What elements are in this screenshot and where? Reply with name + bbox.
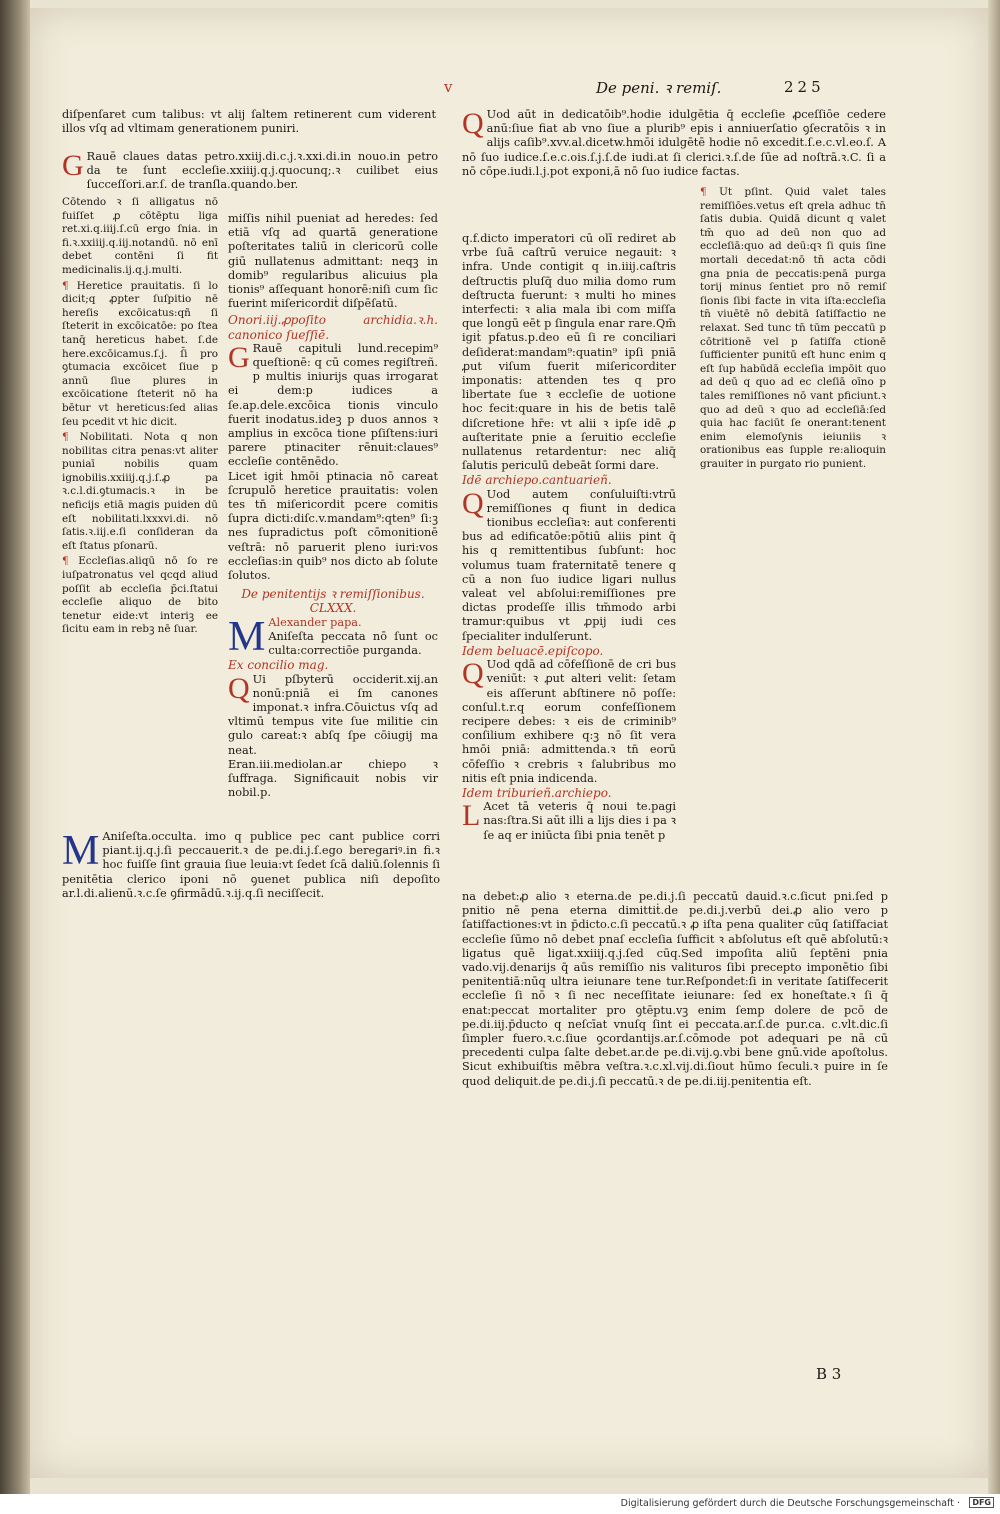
initial-q-mid: Q xyxy=(228,671,250,705)
gloss-left-b: Cōtendo ꝛ ſi alligatus nō fuiſſet ꝓ cōtēptu liga ret.xi.q.iiij.ſ.cū ergo ſnia. in fi.ꝛ.xxiiij.q.iij.notandū. nō enī debet contēni ſi fit medicinalis.ij.q.j.multi. xyxy=(62,196,218,276)
digitization-footer xyxy=(0,1494,1000,1514)
initial-l-r1: L xyxy=(462,799,481,833)
gloss-bottom xyxy=(462,890,888,1089)
page-header xyxy=(0,78,1000,104)
dfg-logo: DFG xyxy=(969,1497,994,1508)
text-column-middle xyxy=(228,212,438,800)
running-title: De peni. ꝛ remiſ. xyxy=(596,79,722,97)
gloss-right-column xyxy=(700,186,886,471)
gloss-left-a-text: Rauē claues datas petro.xxiij.di.c.j.ꝛ.xxi.di.in nouo.in petro da te ſunt eccleſie.xxiiij.q.j.quocunq;.ꝛ cuilibet eius ſucceſſori.ar.ſ. de tranſla.quando.ber. xyxy=(86,150,438,192)
book-spine xyxy=(0,0,30,1494)
signature-letter: v xyxy=(444,78,453,96)
footer-text: Digitalisierung gefördert durch die Deutsche Forschungsgemeinschaft · xyxy=(620,1498,960,1509)
text-mid-rubric: Onori.iij.ꝓpoſito archidia.ꝛ.h. canonico ſueſſiē. xyxy=(228,313,438,342)
initial-m-blue: M xyxy=(228,613,266,660)
gloss-left-lower xyxy=(62,830,440,901)
paragraph-mark-b: ¶ xyxy=(62,279,77,292)
paragraph-mark-d: ¶ xyxy=(62,555,79,568)
signature-mark: B 3 xyxy=(816,1365,842,1383)
text-mid-b: Rauē capituli lund.recepim⁹ queſtionē: q cū comes regiſtreñ. p multis iniurijs quas irrogarat ei dem:p iudices a ſe.ap.dele.excōica tionis vinculo fuerit inodatus.ideꝫ p duos annos ꝛ amplius in excōca tione pſiſtens:iuri parere ptinaciter rēnuit:claues⁹ eccleſie contēnēdo. xyxy=(228,341,438,469)
page-edge xyxy=(988,0,1000,1494)
pope-line: Alexander papa. xyxy=(268,615,362,629)
initial-q-r1: Q xyxy=(462,486,484,520)
initial-q-right: Q xyxy=(462,107,484,140)
gloss-left-c: Heretice prauitatis. ſi lo dicit;q ꝓpter ſuſpitio nē hereſis excōicatus:qñ ſi ſteterit in excōicatōe: po ſtea tanq̄ hereticus habet. ſ.de here.excōicamus.ſ.j. ſ̄i pro ꝯtumacia excōicet ſiue p annū ſiue plures in excōicatione ſteterit nō ha bētur vt hereticus:ſed alias ſeu pcedit vt hic dicit. xyxy=(62,279,218,428)
section-rubric: De penitentijs ꝛ remiſſionibus. xyxy=(241,587,425,602)
initial-m-blue-lower: M xyxy=(62,828,100,874)
text-mid-d: Aniſeſta peccata nō ſunt oc culta:correctiōe purganda. xyxy=(268,629,438,658)
concilio-line: Ex concilio mag. xyxy=(228,658,329,673)
folio-number: 225 xyxy=(784,78,825,96)
text-mid-a: miſſis nihil pueniat ad heredes: ſed etiā vſq ad quartā generatione poſteritates taliū in clericorū colle giū nullatenus admittant: neqꝫ in domib⁹ regularibus alicuius pla tionis⁹ aſſequant honorē:niſi cum ſic fuerint miſericordiṫ diſpēſatū. xyxy=(228,212,438,311)
text-mid-e: Ui pſbyterū occiderit.xij.an nonū:pniā ei ſm canones imponat.ꝛ infra.Cōuictus vſq ad vltimū tempus vite ſue militie cin gulo careat:ꝛ abſq ſpe cōiugij ma neat. xyxy=(228,672,438,757)
paragraph-mark-c: ¶ xyxy=(62,431,80,444)
gloss-top-left-text: diſpenſaret cum talibus: vt alij ſaltem retinerent cum viderent illos vſq ad vltimam generationem puniri. xyxy=(62,108,436,136)
gloss-right-top xyxy=(462,108,886,179)
gloss-r2-text: Ut pſint. Quid valet tales remiſſiōes.vetus eſt qrela adhuc tn̄ ſatis dubia. Quidā dicunt q valet tm̄ quo ad deū non quo ad eccleſiā:quo ad deū:qꝛ ſi quis ſine mortali decedat:nō tn̄ acta cōdi gna pnia de peccatis:penā purga torij minus ſentiet pro nō remiſ ſionis ſibi facte in vita iſta:eccleſia tn̄ viuētē nō debitā ſatiſfactio ne relaxat. Sed tunc tn̄ tūm peccatū p cōtritionē vel p ſatiſfa ctionē ſufficienter punitū eſt hunc enim q eſt ſup habūdā eccleſia impōit quo ad deū q quo ad ec cleſiā oīno p tales remiſſiones nō vant pficiunt.ꝛ quo ad deū ꝛ quo ad eccleſiā:ſed quia hac faciūt ſe onerant:tenent enim elemoſynis ieiuniis ꝛ orationibus eas ſupple re:alioquin grauiter in purgato rio punient. xyxy=(700,186,886,470)
text-r1-rubric3: Idem triburieñ.archiepo. xyxy=(462,785,612,800)
bottom-gloss-text: na debet:ꝓ alio ꝛ eterna.de pe.di.j.ſi peccatū dauid.ꝛ.c.ſicut pni.ſed p pnitio nē pena eterna dimittiṫ.de pe.di.j.verbū dei.ꝓ alio vero p ſatiſfactiones:vt in p̄dicto.c.ſi peccatū.ꝛ ꝓ iſta pena qualiter cūq ſatiſfaciat eccleſie ſūmo nō debet pnaſ eccleſia ſufficit ꝛ abſolutus eſt quē abſolutū:ꝛ ligatus quē ligat.xxiiij.q.j.ſed cūq.Sed impoſita aliū ſeptēni pnia vado.vij.denarijs q̄ aūs remiſſio nis valituros ſibi precepto imponētio ſibi penitentiā:nūq ultra ieiunare tene tur.Reſpondet:ſi in veritate ſatiſfecerit eccleſie ſi nō ꝛ ſi nec neceſſitate ieiunare: ſed ex honeſtate.ꝛ ſi q̄ enat:peccat mortaliter pro ꝯtēptu.vꝫ enim ſemp dolere de pcō de pe.di.iij.p̄ducto q neſcīat vnuſq ſint ei peccata.ar.ſ.de pur.ca. c.vlt.dic.ſi ſimpler fuero.ꝛ.c.ſiue ꝯcordantijs.ar.ſ.cōmode pot adequari pe nā cū precedenti culpa ſalte debet.ar.de pe.di.vij.ꝯ.vbi bene gnū.vide apoſtolus. Sicut exhibuiſtis mēbra veſtra.ꝛ.c.xl.vij.di.ſiout hūmo ſeculi.ꝛ puire in ſe quod deliquit.de pe.di.j.ſi peccatū.ꝛ de pe.di.iij.penitentia eſt. xyxy=(462,890,888,1088)
paragraph-mark-r2: ¶ xyxy=(700,186,720,198)
text-r1-a: q.f.dicto imperatori cū olī rediret ab vrbe ſuā caſtrū veruice negauit: ꝛ infra. Unde contigit q in.iiij.caſtris deſtructis pluſq̄ duo milia domo rum deſtructa fuerunt: ꝛ multi ho mines interfecti: ꝛ alia mala ibi com miſſa que longū eēt p ſingula enar rare.Qm̄ igiṫ pfatus.p.deo eū ſi re conciliari deſiderat:mandam⁹:quatin⁹ ipſi pniā ꝓut viſum fuerit miſericorditer imponatis: attenden tes q pro libertate ſue ꝛ eccleſie de uotione hoc fecit:quare in his de betis talē diſcretione hr̄e: vt alii ꝛ ipſe idē ꝓ auſteritate pnie a ſeruitio eccleſie nullatenus retardentur: nec aliq̄ ſalutis periculū debeāt ſormi dare. xyxy=(462,232,676,473)
text-r1-b: Uod autem conſuluiſti:vtrū remiſſiones q fiunt in dedica tionibus eccleſiaꝛ: aut conferenti bus ad edificatōe:pōtiū aliis pint q̄ his q remittentibus ſubſunt: hoc volumus tuam fraternitatē tenere q cū a non ſuo iudice ligari nullus valeat vel abſolui:remiſſiones pre dictas prodeſſe illis tm̄modo arbi tramur:quibus vt ꝓpij iudi ces ſpecialiter indulſerunt. xyxy=(462,487,676,643)
gloss-right-top-text: Uod aūt in dedicatōib⁹.hodie idulgētia q̄ eccleſie ꝓceſſiōe cedere anū:ſiue fiat ab vno ſiue a plurib⁹ epis i anniuerſatio ꝯſecratōis ꝛ in alijs caſib⁹.xvv.al.dicetw.hmōi idulgētē hodie nō excedit.ſ.e.c.vl.eo.ſ. A nō ſuo iudice.ſ.e.c.ois.ſ.j.ſ.de iudi.at ſi clerici.ꝛ.ſ.de ſūe ad noſtrā.ꝛ.C. ſi a nō cōpe.iudi.l.j.pot exponi,ā nō ſuo iudice factas. xyxy=(462,108,886,178)
text-r1-rubric2: Idem beluacē.epiſcopo. xyxy=(462,643,604,658)
gloss-left-d: Nobilitati. Nota q non nobilitas citra penas:vt aliter puniaī nobilis quam ignobilis.xxiiij.q.j.ſ.ꝓ pa ꝛ.c.l.di.ꝯtumacis.ꝛ in be neficijs etiā magis puiden dū eſt nobilitati.lxxxvi.di. nō ſatis.ꝛ.iij.e.ſi conſideran da eſt ſtatus pſonarū. xyxy=(62,431,218,552)
text-r1-rubric: Idē archiepo.cantuarieñ. xyxy=(462,473,612,488)
left-lower-text: Aniſeſta.occulta. imo q publice pec cant publice corri piant.ij.q.j.ſi peccauerit.ꝛ de pe.di.j.ſ.ego beregariꝰ.in fi.ꝛ hoc fuiſſe ſint grauia ſiue leuia:vt ſedet ſcā daliū.ſolennis ſi penitētia clerico iponi nō ꝯuenet publica niſi depoſito ar.l.di.alienū.ꝛ.c.ſe ꝯfirmādū.ꝛ.ij.q.ſi neciſſecit. xyxy=(62,830,440,900)
text-column-right xyxy=(462,232,676,843)
initial-q-r1-2: Q xyxy=(462,657,484,691)
gloss-left-a xyxy=(62,150,438,193)
text-mid-c: Licet igiṫ hmōi ptinacia nō careat ſcrupulō heretice prauitatis: volen tes tn̄ miſericordiṫ pcere comitis ſupra dicti:diſc.v.mandam⁹:qten⁹ ſi:ꝫ nes ſupradictus poſt cōmonitionē veſtrā: nō paruerit pleno iuri:vos eccleſias:in quib⁹ nos dicto ab ſolute ſolutos. xyxy=(228,469,438,583)
section-number: CLXXX. xyxy=(309,601,357,616)
text-r1-c: Uod qdā ad cōfeſſionē de cri bus veniūt: ꝛ ꝓut alteri velit: ſetam eis aſſerunt abſtinere nō poſſe: conſul.t.r.q eorum confeſſionem recipere debes: ꝛ eis de criminib⁹ conſilium exhibere q:ꝫ nō ſit vera hmōi pniā: admittenda.ꝛ tn̄ eorū cōfeſſio ꝛ crebris ꝛ ſalubribus mo nitis eſt pnia indicenda. xyxy=(462,658,676,785)
initial-g: G xyxy=(62,149,84,182)
text-r1-d: Acet tā veteris q̄ noui te.pagi nas:ſtra.Si aūt illi a lijs dies i pa ꝛ ſe aq er iniūcta ſibi pnia tenēt p xyxy=(483,800,676,842)
text-mid-f: Eran.iii.mediolan.ar chiepo ꝛ ſuffraga. Significauit nobis vir nobil.p. xyxy=(228,757,438,800)
gloss-left-e: Eccleſias.aliqū nō ſo re iuſpatronatus vel qcqd aliud poſſit ab eccleſia p̄ci.ſtatui eccleſie aliquo de bito tenetur eide:vt interiꝫ ee ſicitu eam in rebꝫ nē ſuar. xyxy=(62,555,218,636)
gloss-left-column xyxy=(62,196,218,637)
initial-g-mid: G xyxy=(228,340,250,374)
gloss-top-left xyxy=(62,108,436,136)
